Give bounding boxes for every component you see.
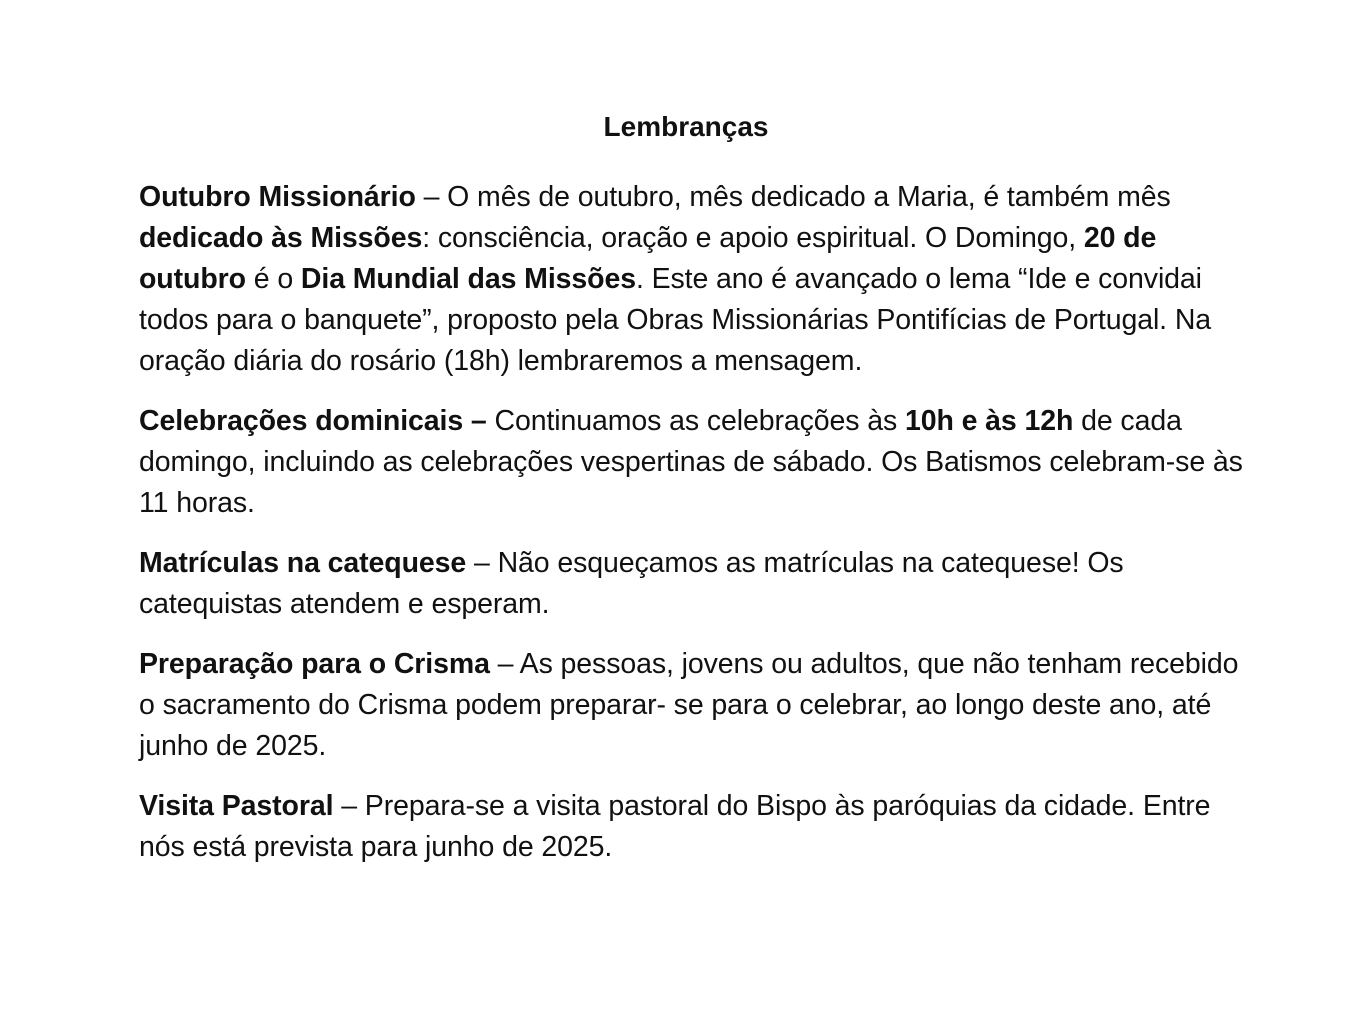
paragraph-matriculas-catequese: [139, 543, 1249, 625]
document-body: [139, 177, 1249, 887]
paragraph-heading: Outubro Missionário: [139, 181, 416, 213]
paragraph-emphasis: Dia Mundial das Missões: [300, 263, 636, 295]
paragraph-text: – O mês de outubro, mês dedicado a Maria, é também mês: [415, 181, 1171, 213]
paragraph-emphasis: 10h e às 12h: [904, 405, 1074, 437]
paragraph-heading: Visita Pastoral: [139, 790, 334, 822]
paragraph-text: – Não esqueçamos as matrículas na catequese! Os catequistas atendem e esperam.: [139, 547, 1124, 620]
paragraph-outubro-missionario: [139, 177, 1249, 382]
paragraph-heading: Celebrações dominicais –: [139, 405, 487, 437]
paragraph-emphasis: dedicado às Missões: [139, 222, 423, 254]
paragraph-text: – As pessoas, jovens ou adultos, que não tenham recebido o sacramento do Crisma podem preparar- se para o celebrar, ao longo deste ano, até junho de 2025.: [139, 648, 1239, 762]
paragraph-text: é o: [245, 263, 301, 295]
paragraph-text: : consciência, oração e apoio espiritual. O Domingo,: [422, 222, 1084, 254]
paragraph-text: de cada domingo, incluindo as celebrações vespertinas de sábado. Os Batismos celebram-se às 11 horas.: [139, 405, 1243, 519]
paragraph-text: . Este ano é avançado o lema “Ide e convidai todos para o banquete”, proposto pela Obras Missionárias Pontifícias de Portugal. Na oração diária do rosário (18h) lembraremos a mensagem.: [139, 263, 1212, 377]
paragraph-preparacao-crisma: [139, 644, 1249, 767]
paragraph-celebracoes-dominicais: [139, 401, 1249, 524]
paragraph-visita-pastoral: [139, 786, 1249, 868]
paragraph-heading: Preparação para o Crisma: [139, 648, 490, 680]
paragraph-text: – Prepara-se a visita pastoral do Bispo às paróquias da cidade. Entre nós está prevista para junho de 2025.: [139, 790, 1211, 863]
paragraph-text: Continuamos as celebrações às: [486, 405, 905, 437]
paragraph-heading: Matrículas na catequese: [139, 547, 467, 579]
document-title: Lembranças: [603, 111, 769, 142]
paragraph-emphasis: 20 de outubro: [139, 222, 1157, 295]
